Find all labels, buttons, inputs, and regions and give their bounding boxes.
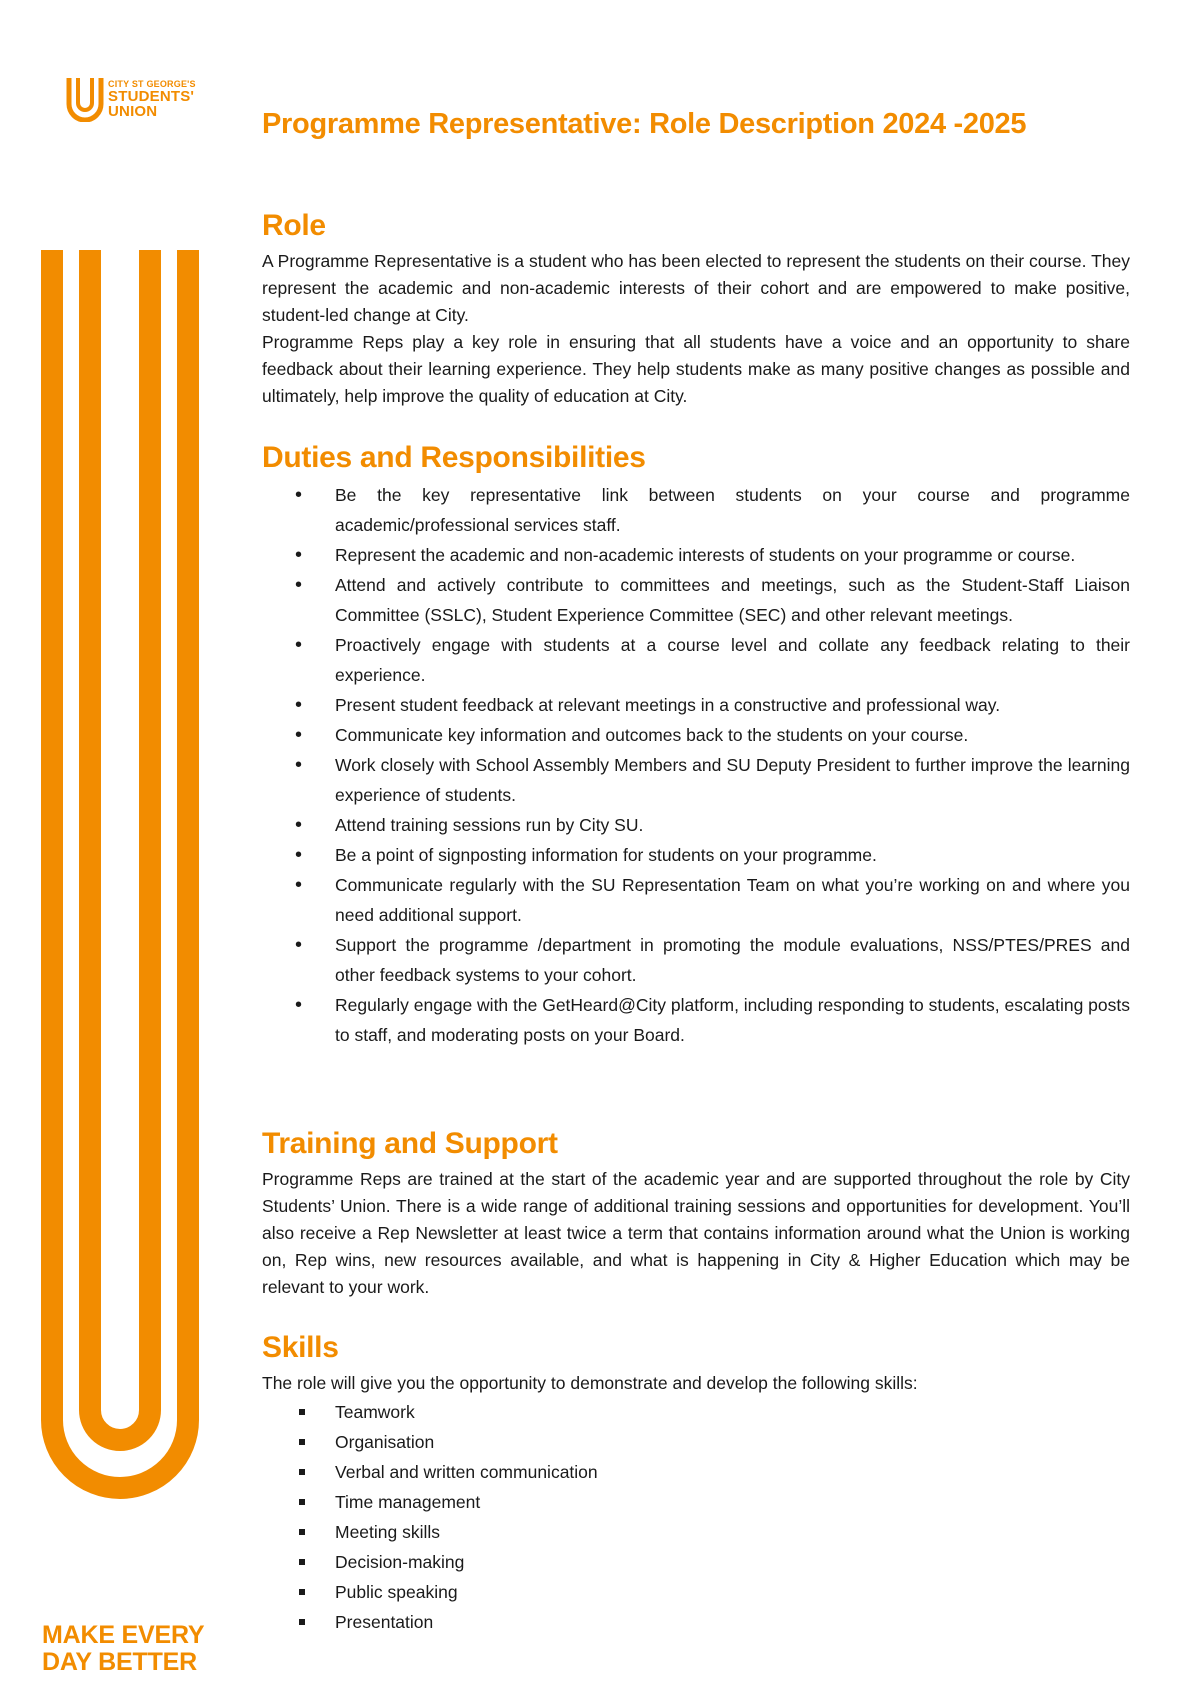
list-item: • Present student feedback at relevant meetings in a constructive and professional way. — [262, 690, 1130, 720]
list-item: • Be a point of signposting information for students on your programme. — [262, 840, 1130, 870]
section-skills — [262, 1326, 1130, 1637]
section-heading-skills: Skills — [262, 1331, 339, 1364]
logo-wordmark — [108, 80, 196, 119]
section-heading-training: Training and Support — [262, 1127, 558, 1160]
list-item: • Attend and actively contribute to committees and meetings, such as the Student-Staff Liaison Committee (SSLC), Student Experience Committee (SEC) and other relevant meetings. — [262, 570, 1130, 630]
section-heading-duties: Duties and Responsibilities — [262, 441, 646, 474]
skills-list — [262, 1397, 1130, 1637]
list-item: Meeting skills — [262, 1517, 1130, 1547]
duties-list — [262, 480, 1130, 1050]
list-item: • Attend training sessions run by City SU. — [262, 810, 1130, 840]
list-item: Presentation — [262, 1607, 1130, 1637]
list-item: Time management — [262, 1487, 1130, 1517]
slogan-line-2: DAY BETTER — [42, 1648, 197, 1676]
list-item: • Regularly engage with the GetHeard@City platform, including responding to students, escalating posts to staff, and moderating posts on your Board. — [262, 990, 1130, 1050]
list-item: Decision-making — [262, 1547, 1130, 1577]
role-paragraph: A Programme Representative is a student who has been elected to represent the students on their course. They represent the academic and non-academic interests of their cohort and are empowered to make positive, student-led change at City. — [262, 251, 1130, 325]
slogan-line-1: MAKE EVERY — [42, 1621, 205, 1649]
logo-line-1: CITY ST GEORGE'S — [108, 78, 196, 89]
skills-intro: The role will give you the opportunity to demonstrate and develop the following skills: — [262, 1373, 918, 1393]
list-item: • Communicate key information and outcomes back to the students on your course. — [262, 720, 1130, 750]
list-item: • Work closely with School Assembly Members and SU Deputy President to further improve the learning experience of students. — [262, 750, 1130, 810]
list-item: • Proactively engage with students at a course level and collate any feedback relating to their experience. — [262, 630, 1130, 690]
list-item: • Support the programme /department in promoting the module evaluations, NSS/PTES/PRES and other feedback systems to your cohort. — [262, 930, 1130, 990]
list-item: Teamwork — [262, 1397, 1130, 1427]
document-title: Programme Representative: Role Description 2024 -2025 — [262, 108, 1027, 140]
list-item: Public speaking — [262, 1577, 1130, 1607]
training-paragraph: Programme Reps are trained at the start of the academic year and are supported throughout the role by City Students’ Union. There is a wide range of additional training sessions and opportunities for development. You’ll also receive a Rep Newsletter at least twice a term that contains information around what the Union is working on, Rep wins, new resources available, and what is happening in City & Higher Education which may be relevant to your work. — [262, 1169, 1130, 1297]
list-item: Organisation — [262, 1427, 1130, 1457]
section-heading-role: Role — [262, 209, 326, 242]
section-training — [262, 1122, 1130, 1301]
list-item: • Represent the academic and non-academic interests of students on your programme or course. — [262, 540, 1130, 570]
list-item: • Communicate regularly with the SU Representation Team on what you’re working on and where you need additional support. — [262, 870, 1130, 930]
section-duties — [262, 436, 1130, 1050]
slogan — [42, 1622, 204, 1676]
logo-line-2: STUDENTS' — [108, 87, 195, 105]
decorative-u-graphic — [40, 240, 200, 1580]
section-role — [262, 204, 1130, 410]
list-item: Verbal and written communication — [262, 1457, 1130, 1487]
su-logo — [66, 76, 196, 122]
role-paragraph: Programme Reps play a key role in ensuring that all students have a voice and an opportunity to share feedback about their learning experience. They help students make as many positive changes as possible and ultimately, help improve the quality of education at City. — [262, 332, 1130, 406]
list-item: • Be the key representative link between students on your course and programme academic/professional services staff. — [262, 480, 1130, 540]
su-u-logo-icon — [66, 76, 104, 122]
logo-line-3: UNION — [108, 102, 158, 120]
